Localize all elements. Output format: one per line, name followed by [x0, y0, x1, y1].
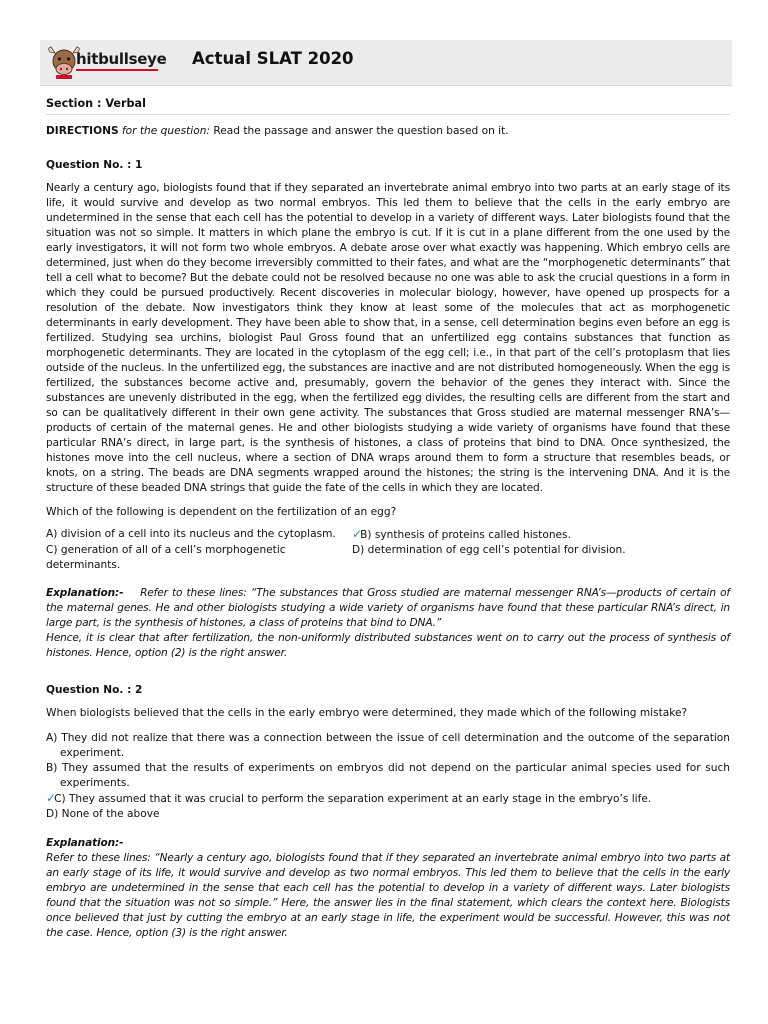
explanation-text: Refer to these lines: “The substances that Gross studied are maternal messenger RNA’s—products of certain of the maternal genes. He and other biologists studying a wide variety of organisms have found that these particular RNA’s direct, in large part, is the synthesis of histones, a class of proteins that bind to DNA.” [46, 587, 730, 629]
option-a: A) They did not realize that there was a connection between the issue of cell determination and the outcome of the separation experiment. [46, 732, 730, 759]
explanation [46, 586, 730, 661]
explanation-label: Explanation:- [46, 837, 124, 849]
page-header [40, 40, 732, 86]
explanation-text: Refer to these lines: “Nearly a century ago, biologists found that if they separated an invertebrate animal embryo into two parts at an early stage of its life, it would survive and develop as two normal embryos. This led them to believe that the cells in the early embryo are undetermined in the sense that each cell has the potential to develop in a variety of different ways. Later biologists found that the situation was not so simple.” Here, the answer lies in the final statement, which clears the context here. Biologists once believed that just by cutting the embryo at an early stage in life, the experiment would be successful. However, this was not the case. Hence, option (3) is the right answer. [46, 852, 730, 939]
directions-text: Read the passage and answer the question based on it. [213, 125, 509, 137]
question-text: Which of the following is dependent on the fertilization of an egg? [46, 506, 397, 518]
option-a: A) division of a cell into its nucleus and the cytoplasm. [46, 528, 336, 540]
brand-name: hitbullseye [76, 50, 167, 68]
options-row [46, 543, 730, 573]
directions [46, 124, 730, 139]
directions-italic: for the question: [121, 125, 210, 137]
option-b: B) synthesis of proteins called histones. [360, 529, 571, 541]
section-heading: Section : Verbal [46, 96, 730, 115]
option-c: C) They assumed that it was crucial to perform the separation experiment at an early stage in the embryo’s life. [54, 793, 652, 805]
option-b: B) They assumed that the results of experiments on embryos did not depend on the particular animal species used for such experiments. [46, 762, 730, 789]
document-body [46, 94, 730, 941]
option-d: D) None of the above [46, 808, 160, 820]
explanation [46, 836, 730, 941]
question-number: Question No. : 1 [46, 159, 143, 171]
options-list [46, 527, 730, 573]
option-b-wrap [352, 527, 571, 543]
question-number: Question No. : 2 [46, 684, 143, 696]
option-d: D) determination of egg cell’s potential for division. [352, 544, 626, 556]
document-title: Actual SLAT 2020 [192, 49, 354, 68]
options-list [46, 731, 730, 822]
question-text: When biologists believed that the cells in the early embryo were determined, they made which of the following mistake? [46, 707, 688, 719]
options-row [46, 527, 730, 543]
brand-underline [76, 69, 158, 71]
option-c: C) generation of all of a cell’s morphogenetic determinants. [46, 544, 286, 571]
passage: Nearly a century ago, biologists found that if they separated an invertebrate animal embryo into two parts at an early stage of its life, it would survive and develop as two normal embryos. This led them to believe that the cells in the early embryo are undetermined in the sense that each cell has the potential to develop in a variety of different ways. Later biologists found that the situation was not so simple. It matters in which plane the embryo is cut. If it is cut in a plane different from the one used by the early investigators, it will not form two whole embryos. A debate arose over what exactly was happening. Which embryo cells are determined, just when do they become irreversibly committed to their fates, and what are the “morphogenetic determinants” that tell a cell what to become? But the debate could not be resolved because no one was able to ask the crucial questions in a form in which they could be pursued productively. Recent discoveries in molecular biology, however, have opened up prospects for a resolution of the debate. Now investigators think they know at least some of the molecules that act as morphogenetic determinants in early development. They have been able to show that, in a sense, cell determination begins even before an egg is fertilized. Studying sea urchins, biologist Paul Gross found that an unfertilized egg contains substances that function as morphogenetic determinants. They are located in the cytoplasm of the egg cell; i.e., in that part of the cell’s protoplasm that lies outside of the nucleus. In the unfertilized egg, the substances are inactive and are not distributed homogeneously. When the egg is fertilized, the substances become active and, presumably, govern the behavior of the genes they interact with. Since the substances are unevenly distributed in the egg, when the fertilized egg divides, the resulting cells are different from the start and so can be qualitatively different in their own gene activity. The substances that Gross studied are maternal messenger RNA’s—products of certain of the maternal genes. He and other biologists studying a wide variety of organisms have found that these particular RNA’s direct, in large part, is the synthesis of histones, a class of proteins that bind to DNA. Once synthesized, the histones move into the cell nucleus, where a section of DNA wraps around them to form a structure that resembles beads, or knots, on a string. The beads are DNA segments wrapped around the histones; the string is the intervening DNA. And it is the structure of these beaded DNA strings that guide the fate of the cells in which they are located. [46, 182, 730, 494]
check-mark-icon: ✓ [352, 527, 363, 541]
explanation-conclusion: Hence, it is clear that after fertilization, the non-uniformly distributed substances went on to carry out the process of synthesis of histones. Hence, option (2) is the right answer. [46, 632, 730, 659]
option-c-wrap [46, 791, 730, 807]
check-mark-icon: ✓ [46, 791, 57, 805]
directions-label: DIRECTIONS [46, 125, 119, 137]
explanation-label: Explanation:- [46, 587, 124, 599]
